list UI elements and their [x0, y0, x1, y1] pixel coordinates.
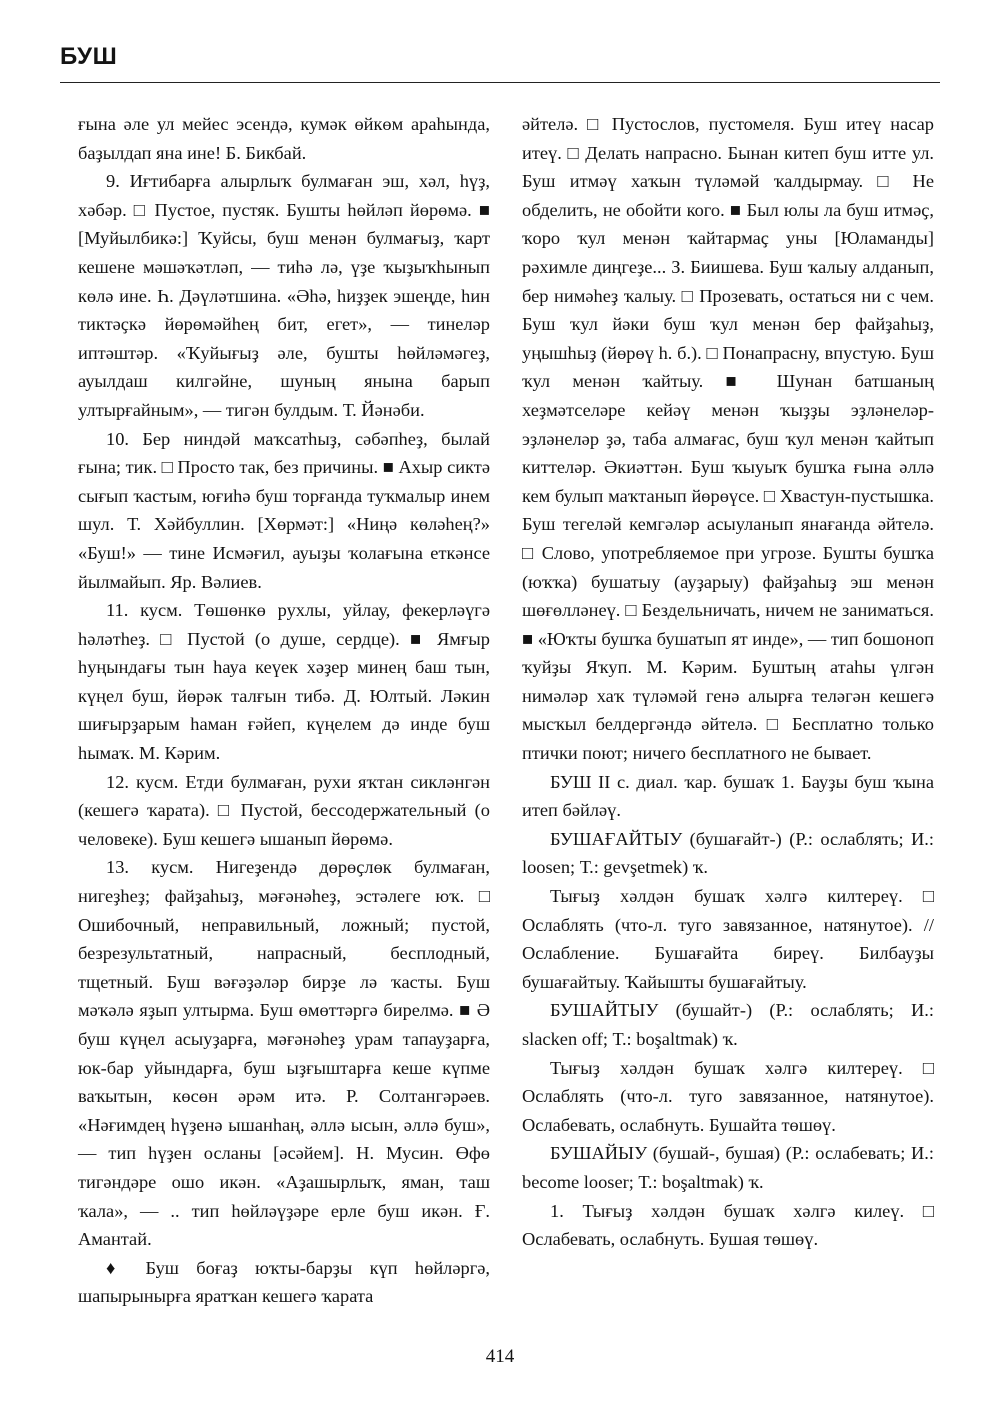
dictionary-paragraph: әйтелә. □ Пустослов, пустомеля. Буш итеү насар итеү. □ Делать напрасно. Бынан китеп буш итте ул. Буш итмәү хаҡын түләмәй ҡалдырмау. □ Не обделить, не обойти кого. ■ Был юлы ла буш итмәҫ, ҡоро ҡул менән ҡайтармаҫ уны [Юламанды] рәхимле диңгеҙе... З. Биишева. Буш ҡалыу алданып, бер нимәһеҙ ҡалыу. □ Прозевать, остаться ни с чем. Буш ҡул йәки буш ҡул менән бер файҙаһыҙ, уңышһыҙ (йөрөү һ. б.). □ Понапрасну, впустую. Буш ҡул менән ҡайтыу. ■ Шунан батшаның хеҙмәтселәре кейәү менән ҡыҙҙы эҙләнеләр-эҙләнеләр ҙә, таба алмағас, буш ҡул менән ҡайтып киттеләр. Әкиәттән. Буш ҡыуыҡ бушҡа ғына әллә кем булып маҡтанып йөрөүсе. □ Хвастун-пустышка. Буш тегеләй кемгәләр асыуланып янағанда әйтелә. □ Слово, употребляемое при угрозе. Бушты бушҡа (юҡҡа) бушатыу (ауҙарыу) файҙаһыҙ эш менән шөғөлләнеү. □ Бездельничать, ничем не заниматься. ■ «Юҡты бушҡа бушатып ят инде», — тип бошоноп ҡуйҙы Яҡуп. М. Кәрим. Буштың атаһы үлгән нимәләр хаҡ түләмәй генә алырға теләгән кешегә мысҡыл белдергәндә әйтелә. □ Бесплатно только птички поют; ничего бесплатного не бывает. [522, 114, 934, 764]
dictionary-paragraph: БУШАҒАЙТЫУ (бушағайт-) (Р.: ослаблять; И.: loosen; Т.: gevşetmek) ҡ. [522, 828, 934, 878]
dictionary-paragraph: Тығыҙ хәлдән бушаҡ хәлгә килтереү. □ Ослаблять (что-л. туго завязанное, натянутое). // Ослабление. Бушағайта биреү. Билбауҙы бушағайтыу. Ҡайышты бушағайтыу. [522, 886, 934, 992]
header-rule [60, 82, 940, 83]
running-head: БУШ [60, 43, 118, 70]
dictionary-paragraph: ♦ Буш боғаҙ юҡты-барҙы күп һөйләргә, шапырынырға яратҡан кешегә ҡарата [78, 1257, 490, 1307]
dictionary-paragraph: 13. кусм. Нигеҙендә дөрөҫлөк булмаған, нигеҙһеҙ; файҙаһыҙ, мәғәнәһеҙ, эстәлеге юҡ. □ Ошибочный, неправильный, ложный; пустой, безрезультатный, напрасный, бесплодный, тщетный. Буш вәғәҙәләр бирҙе лә ҡасты. Буш мәҡәлә яҙып ултырма. Буш өмөттәргә бирелмә. ■ Ә буш күңел асыуҙарға, мәғәнәһеҙ урам тапауҙарға, юк-бар уйындарға, буш ыҙғыштарға кеше күпме ваҡытын, көсөн әрәм итә. Р. Солтангәрәев. «Нәғимдең һүҙенә ышанһаң, әллә ысын, әллә буш», — тип һүҙен осланы [әсәйем]. Н. Мусин. Өфө тигәндәре ошо икән. «Аҙашырлыҡ, яман, таш ҡала», — .. тип һөйләүҙәре ерле буш икән. Ғ. Амантай. [78, 857, 490, 1250]
dictionary-paragraph: 12. кусм. Етди булмаған, рухи яҡтан сикләнгән (кешегә ҡарата). □ Пустой, бессодержательный (о человеке). Буш кешегә ышанып йөрөмә. [78, 771, 490, 849]
dictionary-paragraph: 9. Иғтибарға алырлыҡ булмаған эш, хәл, һүҙ, хәбәр. □ Пустое, пустяк. Бушты һөйләп йөрөмә. ■ [Муйылбикә:] Ҡуйсы, буш менән булмағыҙ, ҡарт кешене мәшәҡәтләп, — тиһә лә, үҙе ҡыҙыҡһынып көлә ине. Һ. Дәүләтшина. «Әһә, һиҙҙек эшеңде, һин тиктәҫкә йөрөмәйһең бит, егет», — тинеләр иптәштәр. «Ҡуйығыҙ әле, бушты һөйләмәгеҙ, ауылдаш килгәйне, шуның янына барып ултырғайным», — тигән булдым. Т. Йәнәби. [78, 171, 490, 420]
dictionary-paragraph: БУШ II с. диал. ҡар. бушаҡ 1. Бауҙы буш ҡына итеп бәйләү. [522, 771, 934, 821]
dictionary-paragraph: 11. кусм. Төшөнкө рухлы, уйлау, фекерләүгә һәләтһеҙ. □ Пустой (о душе, сердце). ■ Ямғыр һуңындағы тын һауа кеүек хәҙер минең баш тын, күңел буш, йөрәк талғын тибә. Д. Юлтый. Ләкин шиғырҙарым һаман ғәйеп, күңелем дә инде буш һымаҡ. М. Кәрим. [78, 600, 490, 764]
left-column [78, 110, 490, 1311]
right-column [522, 110, 934, 1254]
dictionary-paragraph: БУШАЙЫУ (бушай-, бушая) (Р.: ослабевать; И.: become looser; Т.: boşaltmak) ҡ. [522, 1143, 934, 1192]
page-number: 414 [485, 1346, 515, 1367]
dictionary-paragraph: Тығыҙ хәлдән бушаҡ хәлгә килтереү. □ Ослаблять (что-л. туго завязанное, натянутое). Ослабевать, ослабнуть. Бушайта төшөү. [522, 1057, 934, 1135]
dictionary-paragraph: БУШАЙТЫУ (бушайт-) (Р.: ослаблять; И.: slacken off; Т.: boşaltmak) ҡ. [522, 1000, 934, 1049]
dictionary-paragraph: 1. Тығыҙ хәлдән бушаҡ хәлгә килеү. □ Ослабевать, ослабнуть. Бушая төшөү. [522, 1200, 934, 1250]
page-header [60, 40, 940, 74]
dictionary-paragraph: ғына әле ул мейес эсендә, кумәк өйкөм араһында, баҙылдап яна ине! Б. Бикбай. [78, 114, 490, 163]
dictionary-paragraph: 10. Бер ниндәй маҡсатһыҙ, сәбәпһеҙ, былай ғына; тик. □ Просто так, без причины. ■ Ахыр сиктә сығып ҡастым, юғиһә буш торғанда туҡмалыр инем шул. Т. Хәйбуллин. [Хөрмәт:] «Ниңә көләһең?» «Буш!» — тине Исмәғил, ауыҙы ҡолағына еткәнсе йылмайып. Яр. Вәлиев. [78, 428, 490, 592]
